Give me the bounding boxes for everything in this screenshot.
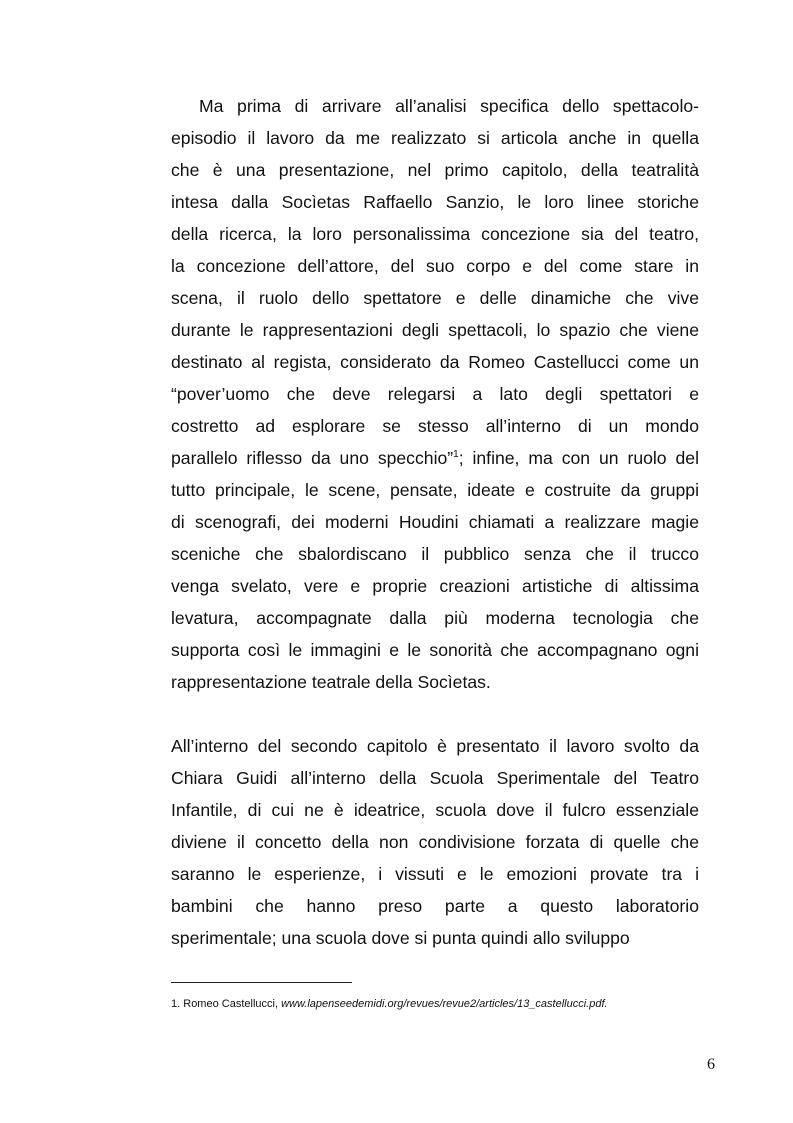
text-line: Ma prima di arrivare all’analisi specifica dello spettacolo- (199, 96, 699, 116)
text-line: della ricerca, la loro personalissima concezione sia del teatro, (171, 224, 699, 244)
text-line: durante le rappresentazioni degli spettacoli, lo spazio che viene (171, 320, 699, 340)
text-line: intesa dalla Socìetas Raffaello Sanzio, le loro linee storiche (171, 192, 699, 212)
text-segment: parallelo riflesso da uno specchio” (171, 448, 454, 468)
footnote-author: Romeo Castellucci, (183, 998, 279, 1010)
text-line: sperimentale; una scuola dove si punta quindi allo sviluppo (171, 928, 630, 948)
text-segment: ; infine, ma con un ruolo del (458, 448, 699, 468)
text-line: destinato al regista, considerato da Romeo Castellucci come un (171, 352, 699, 372)
text-line: la concezione dell’attore, del suo corpo e del come stare in (171, 256, 699, 276)
text-line: che è una presentazione, nel primo capitolo, della teatralità (171, 160, 699, 180)
page-number: 6 (707, 1056, 715, 1073)
text-line: saranno le esperienze, i vissuti e le emozioni provate tra i (171, 864, 699, 884)
text-line: Infantile, di cui ne è ideatrice, scuola dove il fulcro essenziale (171, 800, 699, 820)
text-line: venga svelato, vere e proprie creazioni artistiche di altissima (171, 576, 699, 596)
text-line: “pover’uomo che deve relegarsi a lato degli spettatori e (171, 384, 699, 404)
footnote-separator (171, 982, 352, 983)
text-line: rappresentazione teatrale della Socìetas. (171, 672, 491, 692)
text-line: sceniche che sbalordiscano il pubblico senza che il trucco (171, 544, 699, 564)
footnote-reference[interactable]: 1 (453, 449, 459, 461)
text-line: bambini che hanno preso parte a questo laboratorio (171, 896, 699, 916)
footnote (171, 997, 608, 1011)
text-line: levatura, accompagnate dalla più moderna tecnologia che (171, 608, 699, 628)
text-line-with-footnote (171, 448, 699, 468)
text-line: costretto ad esplorare se stesso all’interno di un mondo (171, 416, 699, 436)
text-line: episodio il lavoro da me realizzato si articola anche in quella (171, 128, 699, 148)
footnote-number: 1. (171, 998, 181, 1010)
text-line: diviene il concetto della non condivisione forzata di quelle che (171, 832, 699, 852)
text-line: di scenografi, dei moderni Houdini chiamati a realizzare magie (171, 512, 699, 532)
text-line: Chiara Guidi all’interno della Scuola Sperimentale del Teatro (171, 768, 699, 788)
text-line: scena, il ruolo dello spettatore e delle dinamiche che vive (171, 288, 699, 308)
text-line: All’interno del secondo capitolo è presentato il lavoro svolto da (171, 736, 699, 756)
footnote-url[interactable]: www.lapenseedemidi.org/revues/revue2/articles/13_castellucci.pdf. (281, 998, 608, 1010)
text-line: supporta così le immagini e le sonorità che accompagnano ogni (171, 640, 699, 660)
text-line: tutto principale, le scene, pensate, ideate e costruite da gruppi (171, 480, 699, 500)
